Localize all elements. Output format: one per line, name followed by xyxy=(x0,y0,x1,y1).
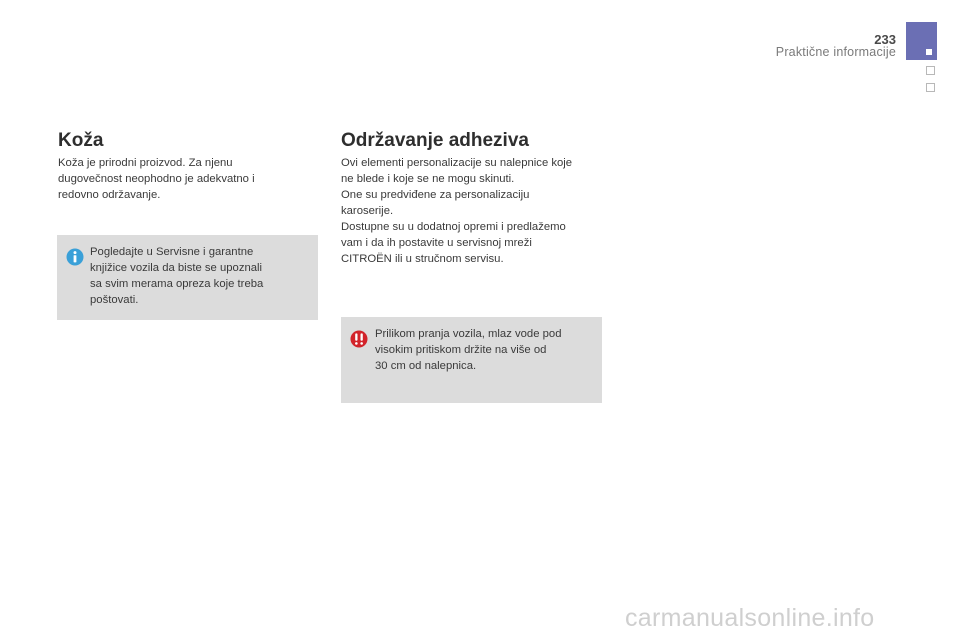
info-icon xyxy=(66,248,84,271)
paragraph-adhezivi xyxy=(341,155,572,267)
note-line: poštovati. xyxy=(90,294,139,306)
paragraph-line: CITROËN ili u stručnom servisu. xyxy=(341,253,504,265)
paragraph-line: ne blede i koje se ne mogu skinuti. xyxy=(341,173,515,185)
section-heading-koza: Koža xyxy=(58,130,104,151)
chapter-tab-marker xyxy=(926,49,932,55)
section-title: Praktične informacije xyxy=(775,45,896,59)
paragraph-koza xyxy=(58,155,255,203)
note-line: sa svim merama opreza koje treba xyxy=(90,278,264,290)
chapter-tab-empty xyxy=(926,83,935,92)
note-line: knjižice vozila da biste se upoznali xyxy=(90,262,263,274)
note-line: Prilikom pranja vozila, mlaz vode pod xyxy=(375,328,562,340)
note-line: 30 cm od nalepnica. xyxy=(375,360,477,372)
page-number: 233 xyxy=(874,32,896,47)
paragraph-line: Ovi elementi personalizacije su nalepnice koje xyxy=(341,157,573,169)
paragraph-line: Koža je prirodni proizvod. Za njenu xyxy=(58,157,233,169)
warning-icon xyxy=(350,330,368,353)
chapter-tab-active xyxy=(906,22,937,60)
warning-note-text xyxy=(375,326,561,374)
chapter-tab-empty xyxy=(926,66,935,75)
paragraph-line: Dostupne su u dodatnoj opremi i predlažemo xyxy=(341,221,566,233)
watermark: carmanualsonline.info xyxy=(625,604,875,632)
paragraph-line: One su predviđene za personalizaciju xyxy=(341,189,530,201)
info-note-text xyxy=(90,244,263,308)
paragraph-line: dugovečnost neophodno je adekvatno i xyxy=(58,173,255,185)
warning-note-box xyxy=(341,317,602,403)
paragraph-line: vam i da ih postavite u servisnoj mreži xyxy=(341,237,532,249)
paragraph-line: redovno održavanje. xyxy=(58,189,161,201)
note-line: visokim pritiskom držite na više od xyxy=(375,344,547,356)
section-heading-adhezivi: Održavanje adheziva xyxy=(341,130,529,151)
info-note-box xyxy=(57,235,318,320)
paragraph-line: karoserije. xyxy=(341,205,394,217)
note-line: Pogledajte u Servisne i garantne xyxy=(90,246,254,258)
